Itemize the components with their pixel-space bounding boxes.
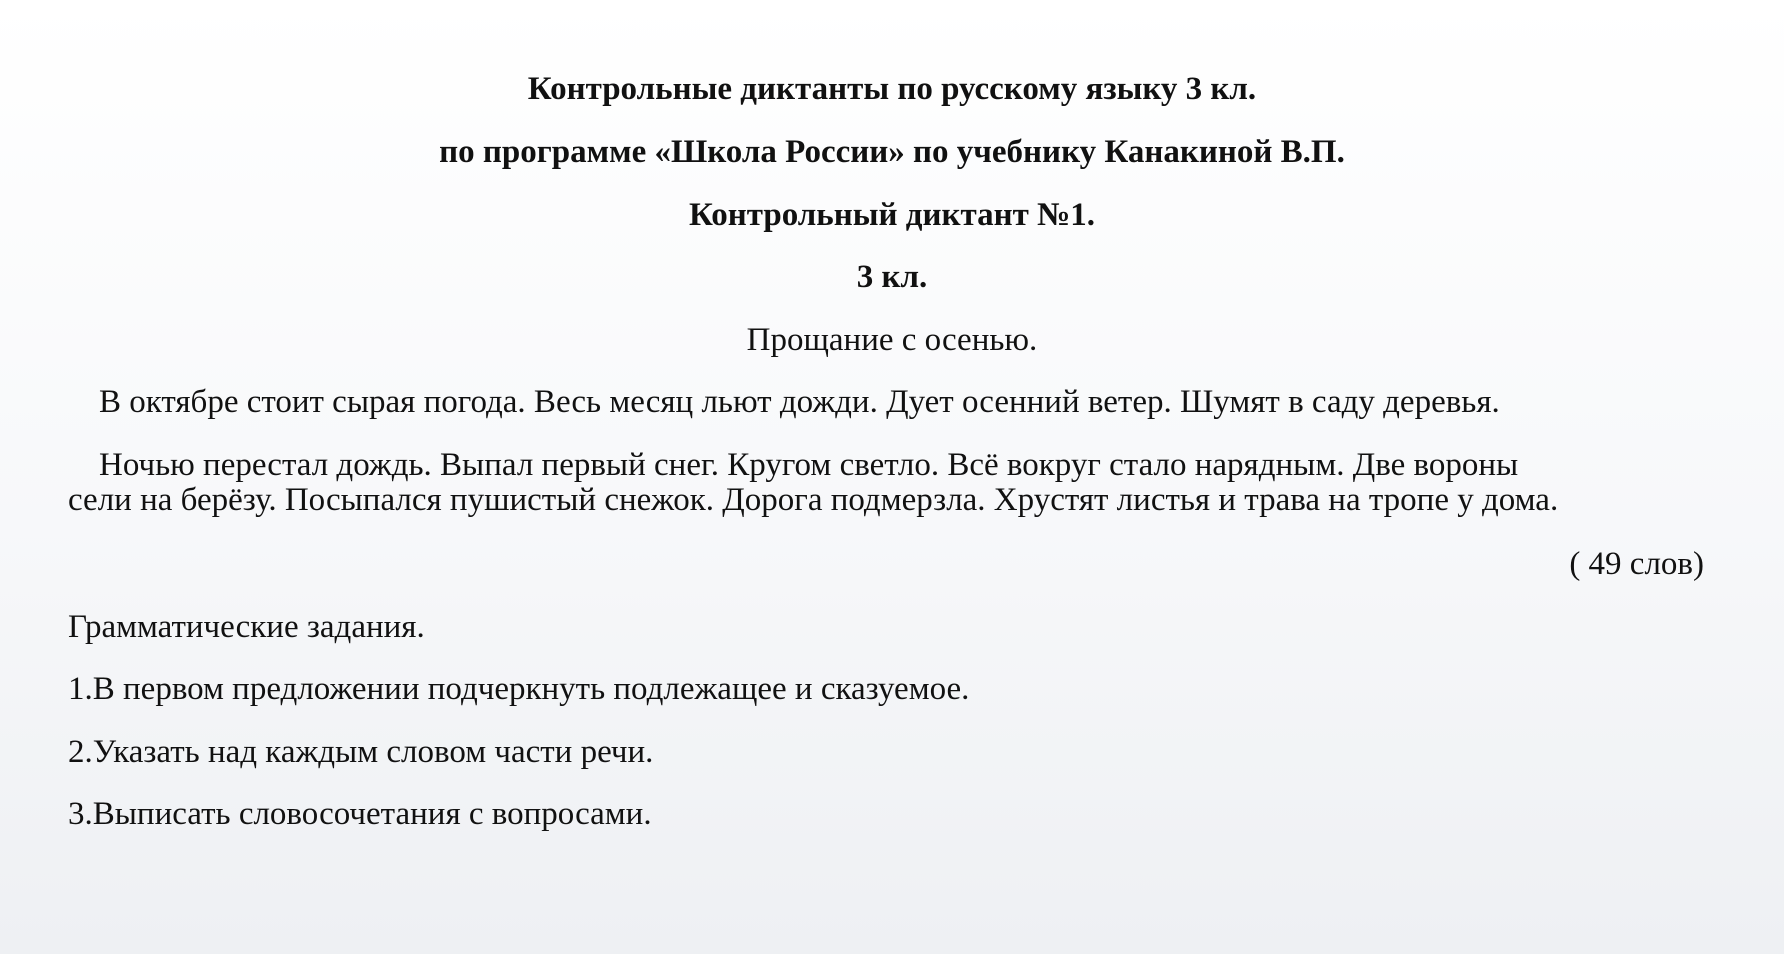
text-title: Прощание с осенью. bbox=[746, 322, 1038, 358]
paragraph-1-text: В октябре стоит сырая погода. Весь месяц льют дожди. Дует осенний ветер. Шумят в саду деревья. bbox=[99, 384, 1500, 420]
word-count: ( 49 слов) bbox=[1569, 546, 1704, 582]
paragraph-2-line-1: Ночью перестал дождь. Выпал первый снег. Кругом светло. Всё вокруг стало нарядным. Две вороны bbox=[99, 447, 1519, 483]
document-title-line-1: Контрольные диктанты по русскому языку 3 кл. bbox=[527, 71, 1257, 107]
paragraph-1 bbox=[68, 385, 1500, 420]
task-item-1: 1.В первом предложении подчеркнуть подлежащее и сказуемое. bbox=[68, 671, 970, 707]
paragraph-2 bbox=[68, 448, 1558, 518]
tasks-heading: Грамматические задания. bbox=[68, 609, 425, 645]
task-item-2: 2.Указать над каждым словом части речи. bbox=[68, 734, 654, 770]
dictation-title: Контрольный диктант №1. bbox=[688, 197, 1096, 233]
paragraph-2-line-2: сели на берёзу. Посыпался пушистый снежок. Дорога подмерзла. Хрустят листья и трава на тропе у дома. bbox=[68, 482, 1559, 518]
grade-label: 3 кл. bbox=[856, 259, 928, 295]
document-title-line-2: по программе «Школа России» по учебнику Канакиной В.П. bbox=[439, 134, 1345, 170]
task-item-3: 3.Выписать словосочетания с вопросами. bbox=[68, 796, 652, 832]
